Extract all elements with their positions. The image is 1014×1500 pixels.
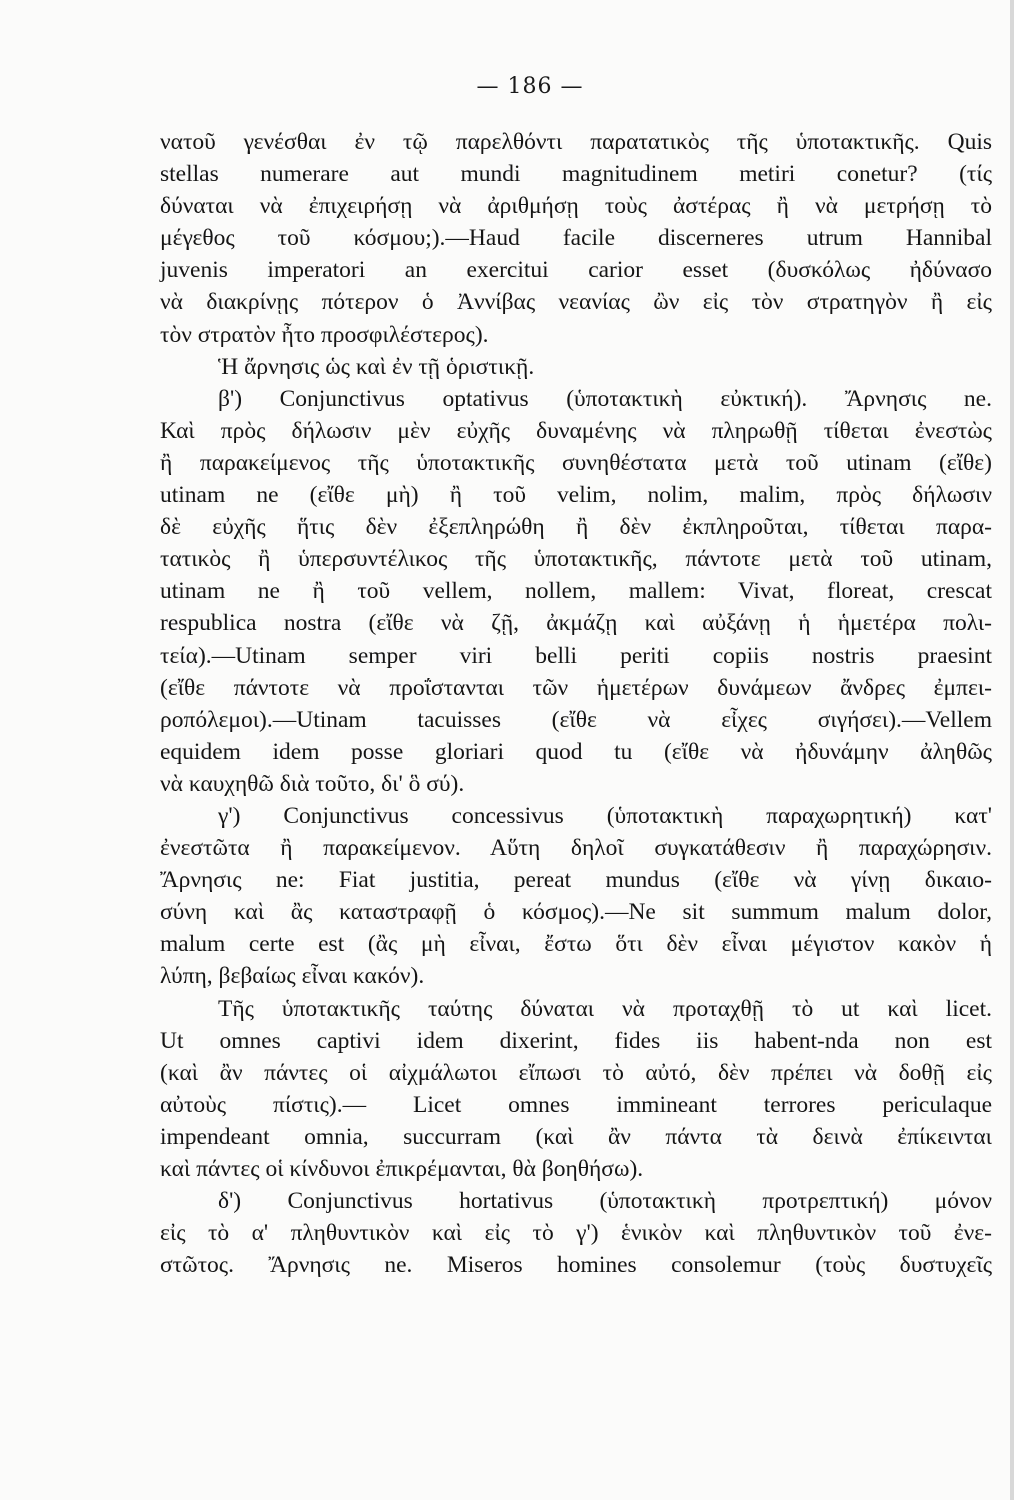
text-line: νὰ διακρίνῃς πότερον ὁ Ἀννίβας νεανίας ὢν εἰς τὸν στρατηγὸν ἢ εἰς — [160, 289, 992, 316]
text-line: Καὶ πρὸς δήλωσιν μὲν εὐχῆς δυναμένης νὰ πληρωθῇ τίθεται ἐνεστὼς — [160, 417, 992, 444]
text-line: νατοῦ γενέσθαι ἐν τῷ παρελθόντι παρατατικὸς τῆς ὑποτακτικῆς. Quis — [160, 129, 992, 155]
text-line: juvenis imperatori an exercitui carior esset (δυσκόλως ἠδύνασο — [160, 257, 992, 284]
text-line: respublica nostra (εἴθε νὰ ζῇ, ἀκμάζῃ καὶ αὐξάνῃ ἡ ἡμετέρα πολι- — [160, 610, 992, 637]
text-line: Ἄρνησις ne: Fiat justitia, pereat mundus (εἴθε νὰ γίνῃ δικαιο- — [160, 867, 992, 894]
text-line: ἐνεστῶτα ἢ παρακείμενον. Αὕτη δηλοῖ συγκατάθεσιν ἢ παραχώρησιν. — [160, 835, 992, 862]
text-line: τατικὸς ἢ ὑπερσυντέλικος τῆς ὑποτακτικῆς, πάντοτε μετὰ τοῦ utinam, — [160, 546, 992, 573]
body-text — [160, 126, 992, 1281]
text-line: (καὶ ἂν πάντες οἱ αἰχμάλωτοι εἴπωσι τὸ αὐτό, δὲν πρέπει νὰ δοθῇ εἰς — [160, 1059, 992, 1086]
page-number: — 186 — — [476, 74, 584, 99]
text-line: utinam ne (εἴθε μὴ) ἢ τοῦ velim, nolim, malim, πρὸς δήλωσιν — [160, 482, 992, 509]
text-line: μέγεθος τοῦ κόσμου;).—Haud facile discerneres utrum Hannibal — [160, 225, 992, 252]
text-line: ροπόλεμοι).—Utinam tacuisses (εἴθε νὰ εἶχες σιγήσει).—Vellem — [160, 706, 992, 733]
page-edge — [1010, 0, 1014, 1500]
text-line: utinam ne ἢ τοῦ vellem, nollem, mallem: Vivat, floreat, crescat — [160, 578, 992, 605]
text-line: malum certe est (ἂς μὴ εἶναι, ἔστω ὅτι δὲν εἶναι μέγιστον κακὸν ἡ — [160, 931, 992, 958]
text-line: δὲ εὐχῆς ἥτις δὲν ἐξεπληρώθη ἢ δὲν ἐκπληροῦται, τίθεται παρα- — [160, 514, 992, 541]
text-line: impendeant omnia, succurram (καὶ ἂν πάντα τὰ δεινὰ ἐπίκεινται — [160, 1123, 992, 1150]
text-line: αὐτοὺς πίστις).— Licet omnes immineant terrores periculaque — [160, 1091, 992, 1118]
text-line: εἰς τὸ α' πληθυντικὸν καὶ εἰς τὸ γ') ἑνικὸν καὶ πληθυντικὸν τοῦ ἐνε- — [160, 1220, 992, 1247]
text-line: Τῆς ὑποτακτικῆς ταύτης δύναται νὰ προταχθῇ τὸ ut καὶ licet. — [218, 995, 992, 1022]
text-line: λύπη, βεβαίως εἶναι κακόν). — [160, 963, 425, 990]
text-line: δύναται νὰ ἐπιχειρήσῃ νὰ ἀριθμήσῃ τοὺς ἀστέρας ἢ νὰ μετρήσῃ τὸ — [160, 193, 992, 220]
text-line: (εἴθε πάντοτε νὰ προΐστανται τῶν ἡμετέρων δυνάμεων ἄνδρες ἐμπει- — [160, 674, 992, 701]
text-line: γ') Conjunctivus concessivus (ὑποτακτικὴ παραχωρητική) κατ' — [218, 802, 992, 829]
text-line: Ἡ ἄρνησις ὡς καὶ ἐν τῇ ὁριστικῇ. — [218, 353, 535, 380]
text-line: equidem idem posse gloriari quod tu (εἴθε νὰ ἠδυνάμην ἀληθῶς — [160, 738, 992, 765]
text-line: τὸν στρατὸν ἦτο προσφιλέστερος). — [160, 321, 489, 348]
text-line: νὰ καυχηθῶ διὰ τοῦτο, δι' ὃ σύ). — [160, 770, 465, 797]
text-line: σύνη καὶ ἂς καταστραφῇ ὁ κόσμος).—Ne sit summum malum dolor, — [160, 899, 992, 926]
text-line: Ut omnes captivi idem dixerint, fides iis habent-nda non est — [160, 1027, 992, 1054]
text-line: β') Conjunctivus optativus (ὑποτακτικὴ εὐκτική). Ἄρνησις ne. — [218, 385, 992, 412]
text-line: στῶτος. Ἄρνησις ne. Miseros homines consolemur (τοὺς δυστυχεῖς — [160, 1252, 992, 1279]
text-line: stellas numerare aut mundi magnitudinem metiri conetur? (τίς — [160, 161, 992, 188]
text-line: τεία).—Utinam semper viri belli periti copiis nostris praesint — [160, 642, 992, 669]
text-line: ἢ παρακείμενος τῆς ὑποτακτικῆς συνηθέστατα μετὰ τοῦ utinam (εἴθε) — [160, 449, 992, 476]
text-line: δ') Conjunctivus hortativus (ὑποτακτικὴ προτρεπτική) μόνον — [218, 1188, 992, 1215]
text-line: καὶ πάντες οἱ κίνδυνοι ἐπικρέμανται, θὰ βοηθήσω). — [160, 1156, 644, 1182]
